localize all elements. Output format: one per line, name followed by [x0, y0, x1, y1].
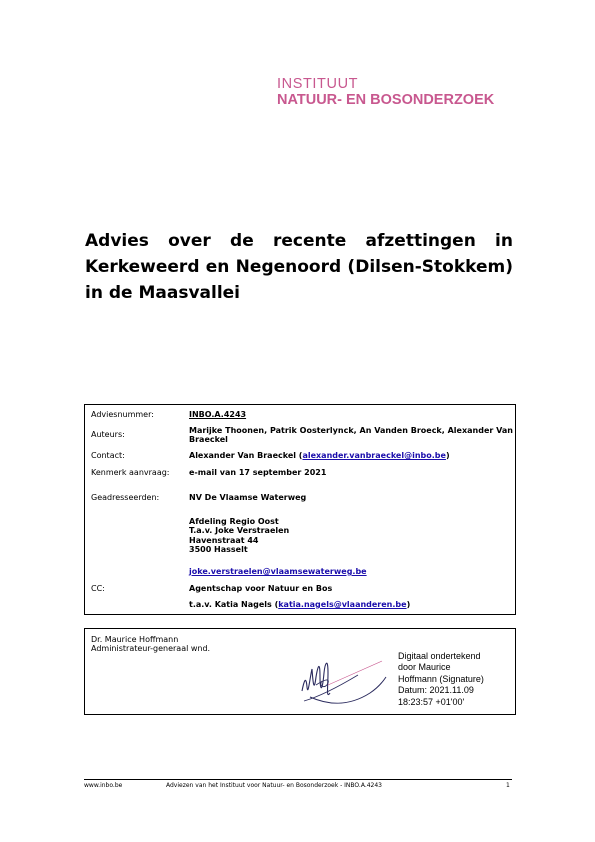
- signer-name: Dr. Maurice Hoffmann: [91, 635, 179, 644]
- value-auteurs: Marijke Thoonen, Patrik Oosterlynck, An Vanden Broeck, Alexander Van Braeckel: [189, 426, 513, 445]
- digital-line-4: Datum: 2021.11.09: [398, 685, 474, 696]
- cc-tav-text: t.a.v. Katia Nagels (: [189, 600, 279, 609]
- value-geadresseerde: NV De Vlaamse Waterweg: [189, 493, 307, 502]
- label-kenmerk: Kenmerk aanvraag:: [91, 468, 170, 477]
- label-contact: Contact:: [91, 451, 125, 460]
- logo-line-1: INSTITUUT: [277, 76, 359, 92]
- address-tav: T.a.v. Joke Verstraelen: [189, 526, 290, 536]
- value-cc: Agentschap voor Natuur en Bos: [189, 584, 333, 593]
- label-adviesnummer: Adviesnummer:: [91, 410, 154, 419]
- value-cc-tav: [189, 600, 513, 609]
- address-afdeling: Afdeling Regio Oost: [189, 517, 279, 526]
- signer-block: [91, 635, 210, 654]
- footer-center-text: Adviezen van het Instituut voor Natuur- en Bosonderzoek - INBO.A.4243: [166, 782, 382, 789]
- document-title: Advies over de recente afzettingen in Kerkeweerd en Negenoord (Dilsen-Stokkem) in de Maasvallei: [85, 231, 513, 303]
- digital-line-3: Hoffmann (Signature): [398, 673, 484, 684]
- recipient-email-link[interactable]: joke.verstraelen@vlaamsewaterweg.be: [189, 567, 367, 576]
- value-kenmerk: e-mail van 17 september 2021: [189, 468, 327, 477]
- info-table: [84, 404, 516, 615]
- label-auteurs: Auteurs:: [91, 430, 125, 439]
- logo-line-2: NATUUR- EN BOSONDERZOEK: [277, 92, 495, 108]
- label-cc: CC:: [91, 584, 105, 593]
- handwritten-signature: [298, 647, 388, 713]
- footer-rule: [84, 779, 512, 780]
- contact-email-link[interactable]: alexander.vanbraeckel@inbo.be: [302, 451, 446, 460]
- digital-line-2: door Maurice: [398, 662, 451, 673]
- address-street: Havenstraat 44: [189, 535, 259, 545]
- label-geadresseerden: Geadresseerden:: [91, 493, 160, 502]
- footer-page-number: 1: [506, 782, 510, 789]
- contact-close: ): [445, 451, 450, 460]
- contact-name: Alexander Van Braeckel (: [189, 451, 303, 460]
- digital-line-1: Digitaal ondertekend: [398, 651, 481, 661]
- address-block: [189, 517, 513, 555]
- address-postcode: 3500 Hasselt: [189, 545, 248, 555]
- inbo-logo: [277, 76, 494, 108]
- value-adviesnummer: INBO.A.4243: [189, 410, 247, 419]
- signature-box: [84, 628, 516, 715]
- digital-signature-text: [398, 651, 484, 708]
- cc-close: ): [406, 600, 411, 609]
- signer-role: Administrateur-generaal wnd.: [91, 644, 211, 654]
- footer-website: www.inbo.be: [84, 782, 123, 789]
- cc-email-link[interactable]: katia.nagels@vlaanderen.be: [278, 600, 407, 609]
- digital-line-5: 18:23:57 +01'00': [398, 696, 465, 707]
- value-contact: [189, 451, 513, 460]
